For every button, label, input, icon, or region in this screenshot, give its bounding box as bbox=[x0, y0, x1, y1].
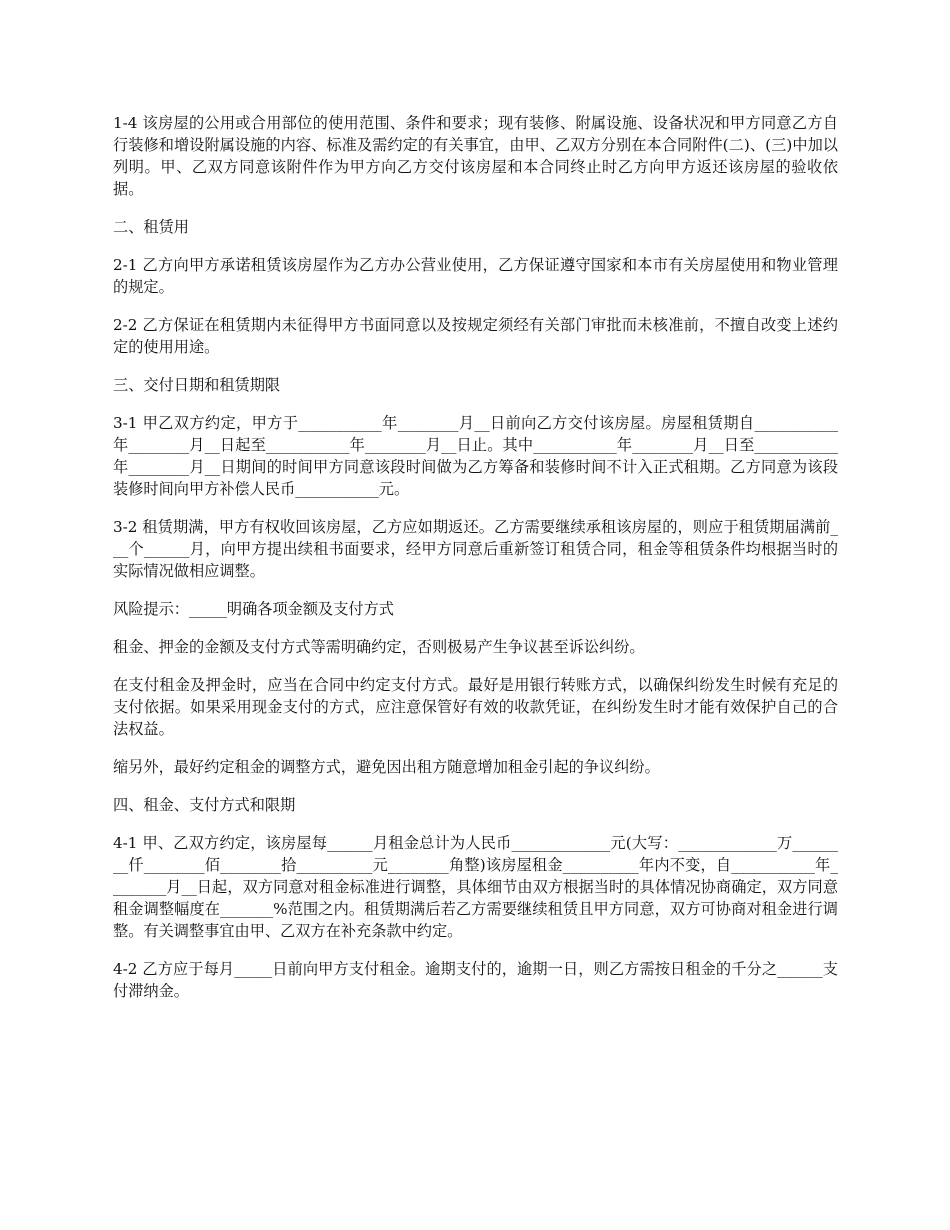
clause-1-4: 1-4 该房屋的公用或合用部位的使用范围、条件和要求；现有装修、附属设施、设备状况和甲方同意乙方自行装修和增设附属设施的内容、标准及需约定的有关事宜，由甲、乙双方分别在本合同附件(二)、(三)中加以列明。甲、乙双方同意该附件作为甲方向乙方交付该房屋和本合同终止时乙方向甲方返还该房屋的验收依据。 bbox=[113, 114, 838, 198]
clause-2-1: 2-1 乙方向甲方承诺租赁该房屋作为乙方办公营业使用，乙方保证遵守国家和本市有关房屋使用和物业管理的规定。 bbox=[113, 256, 838, 296]
document-page bbox=[113, 112, 838, 1018]
risk-paragraph-2: 在支付租金及押金时，应当在合同中约定支付方式。最好是用银行转账方式，以确保纠纷发生时候有充足的支付依据。如果采用现金支付的方式，应注意保管好有效的收款凭证，在纠纷发生时才能有效保护自己的合法权益。 bbox=[113, 676, 838, 738]
risk-paragraph-1: 租金、押金的金额及支付方式等需明确约定，否则极易产生争议甚至诉讼纠纷。 bbox=[113, 638, 645, 656]
risk-paragraph-3: 缩另外，最好约定租金的调整方式，避免因出租方随意增加租金引起的争议纠纷。 bbox=[113, 758, 660, 776]
clause-4-2: 4-2 乙方应于每月_____日前向甲方支付租金。逾期支付的，逾期一日，则乙方需按日租金的千分之______支付滞纳金。 bbox=[113, 960, 838, 1000]
clause-3-2: 3-2 租赁期满，甲方有权收回该房屋，乙方应如期返还。乙方需要继续承租该房屋的，则应于租赁期届满前___个______月，向甲方提出续租书面要求，经甲方同意后重新签订租赁合同，租金等租赁条件均根据当时的实际情况做相应调整。 bbox=[113, 518, 838, 580]
risk-tip: 风险提示：_____明确各项金额及支付方式 bbox=[113, 600, 394, 618]
clause-3-1: 3-1 甲乙双方约定，甲方于___________年________月__日前向乙方交付该房屋。房屋租赁期自___________年________月__日起至___________年________月__日止。其中___________年________月__日至___________年________月__日期间的时间甲方同意该段时间做为乙方筹备和装修时间不计入正式租期。乙方同意为该段装修时间向甲方补偿人民币___________元。 bbox=[113, 414, 838, 498]
section-heading-4: 四、租金、支付方式和限期 bbox=[113, 796, 296, 814]
section-heading-2: 二、租赁用 bbox=[113, 218, 189, 236]
clause-4-1: 4-1 甲、乙双方约定，该房屋每______月租金总计为人民币_____________元(大写：_____________万________仟________佰________拾__________元________角整)该房屋租金__________年内不变，自___________年________月__日起，双方同意对租金标准进行调整，具体细节由双方根据当时的具体情况协商确定，双方同意租金调整幅度在_______%范围之内。租赁期满后若乙方需要继续租赁且甲方同意，双方可协商对租金进行调整。有关调整事宜由甲、乙双方在补充条款中约定。 bbox=[113, 834, 838, 940]
section-heading-3: 三、交付日期和租赁期限 bbox=[113, 376, 281, 394]
clause-2-2: 2-2 乙方保证在租赁期内未征得甲方书面同意以及按规定须经有关部门审批而未核准前，不擅自改变上述约定的使用用途。 bbox=[113, 316, 838, 356]
